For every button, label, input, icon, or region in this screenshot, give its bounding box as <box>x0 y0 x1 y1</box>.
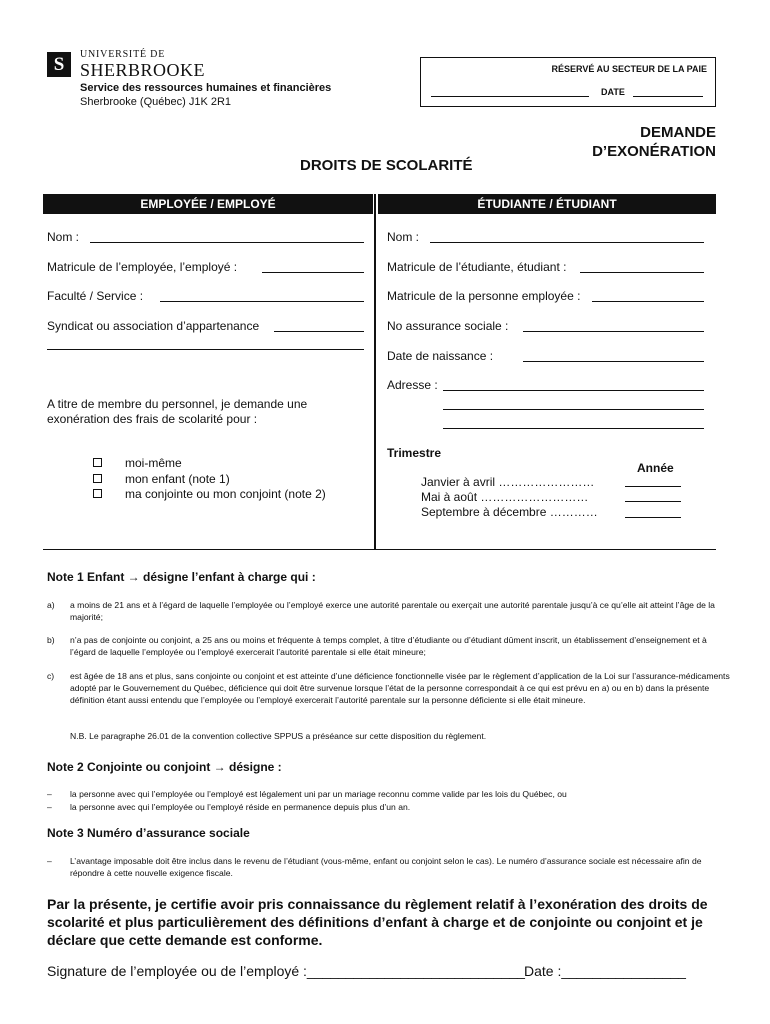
certification-statement: Par la présente, je certifie avoir pris connaissance du règlement relatif à l’exonération des droits de scolarité et plus particulièrement des définitions d’enfant à charge et de conjointe ou conjoint et je déclare que cette demande est conforme. <box>47 896 708 948</box>
employee-number-field[interactable] <box>592 301 704 302</box>
faculty-field[interactable] <box>160 301 364 302</box>
section-bottom-rule <box>43 549 716 550</box>
dash-bullet: – <box>47 789 52 799</box>
page-title: DROITS DE SCOLARITÉ <box>300 157 473 174</box>
note1-item-text: n’a pas de conjointe ou conjoint, a 25 ans ou moins et fréquente à temps complet, à titre d’étudiante ou d’étudiant dûment inscrit, un établissement d’enseignement et à l’égard de laquelle l’employée ou l’employé exercerait l’autorité parentale si elle était mineure; <box>70 635 707 657</box>
request-line2: exonération des frais de scolarité pour : <box>47 412 258 426</box>
payroll-reserved-title: RÉSERVÉ AU SECTEUR DE LA PAIE <box>551 64 707 74</box>
note3-item: L’avantage imposable doit être inclus dans le revenu de l’étudiant (vous-même, enfant ou conjoint selon le cas). Le numéro d’assurance sociale est nécessaire afin de répondre à cette nouvelle exigence fiscale. <box>70 856 702 878</box>
column-divider <box>374 194 376 550</box>
union-field-line2[interactable] <box>47 349 364 350</box>
note1-item-label: a) <box>47 600 55 610</box>
note1-item-text: a moins de 21 ans et à l’égard de laquelle l’employée ou l’employé exerce une autorité parentale ou exerçait une autorité parentale jusqu’à ce qu’elle ait atteint l’âge de la majorité; <box>70 600 715 622</box>
dash-bullet: – <box>47 802 52 812</box>
signature-label[interactable]: Signature de l’employée ou de l’employé :____________________________ <box>47 963 525 979</box>
option-self-label: moi-même <box>125 456 182 470</box>
form-type-title <box>592 123 716 161</box>
sin-label: No assurance sociale : <box>387 319 509 333</box>
birth-date-field[interactable] <box>523 361 704 362</box>
union-field[interactable] <box>274 331 364 332</box>
year-label: Année <box>637 461 674 475</box>
payroll-reserved-box <box>420 57 716 107</box>
university-logo-icon: S <box>47 52 71 77</box>
employee-number-label: Matricule de la personne employée : <box>387 289 581 303</box>
student-section-header: ÉTUDIANTE / ÉTUDIANT <box>378 194 716 214</box>
payroll-date-line[interactable] <box>633 96 703 97</box>
semester-summer: Mai à août ……………………… <box>421 490 589 504</box>
student-name-field[interactable] <box>430 242 704 243</box>
note1-item-label: c) <box>47 671 55 681</box>
semester-winter: Janvier à avril …………………… <box>421 475 595 489</box>
request-line1: A titre de membre du personnel, je demande une <box>47 397 308 411</box>
address-field-line2[interactable] <box>443 409 704 410</box>
semester-fall: Septembre à décembre ………… <box>421 505 598 519</box>
service-name: Service des ressources humaines et financières <box>80 82 332 94</box>
logo-small-text: UNIVERSITÉ DE <box>80 49 166 60</box>
student-name-label: Nom : <box>387 230 420 244</box>
note1-item-text: est âgée de 18 ans et plus, sans conjointe ou conjoint et est atteinte d’une déficience fonctionnelle visée par le règlement d’application de la Loi sur l’assurance-médicaments adopté par le Gouvernement du Québec, déficience qui doit être survenue lorsque l’état de la personne correspondait à ce qui est prévu en a) ou en b) dans la présente définition étant aussi entendu que l’employée ou l’employé exercerait l’autorité parentale sur la personne déficiente si elle était mineure. <box>70 671 730 705</box>
student-id-field[interactable] <box>580 272 704 273</box>
employee-name-field[interactable] <box>90 242 364 243</box>
note1-item-label: b) <box>47 635 55 645</box>
sin-field[interactable] <box>523 331 704 332</box>
option-spouse-label: ma conjointe ou mon conjoint (note 2) <box>125 487 326 501</box>
employee-name-label: Nom : <box>47 230 80 244</box>
signature-date-label[interactable]: Date :________________ <box>524 963 686 979</box>
option-spouse-checkbox[interactable] <box>93 489 102 498</box>
service-address: Sherbrooke (Québec) J1K 2R1 <box>80 96 232 108</box>
payroll-signature-line[interactable] <box>431 96 589 97</box>
note1-title: Note 1 Enfant → désigne l’enfant à charge qui : <box>47 570 316 584</box>
employee-section-header: EMPLOYÉE / EMPLOYÉ <box>43 194 373 214</box>
logo-big-text: SHERBROOKE <box>80 60 206 80</box>
year-fall-field[interactable] <box>625 517 681 518</box>
option-child-label: mon enfant (note 1) <box>125 472 230 486</box>
nota-bene: N.B. Le paragraphe 26.01 de la convention collective SPPUS a préséance sur cette disposition du règlement. <box>70 731 487 741</box>
faculty-label: Faculté / Service : <box>47 289 144 303</box>
payroll-date-label: DATE <box>601 87 625 97</box>
note2-title: Note 2 Conjointe ou conjoint → désigne : <box>47 760 282 774</box>
student-id-label: Matricule de l’étudiante, étudiant : <box>387 260 567 274</box>
year-summer-field[interactable] <box>625 501 681 502</box>
address-label: Adresse : <box>387 378 438 392</box>
demande-line1: DEMANDE <box>640 124 716 141</box>
address-field-line3[interactable] <box>443 428 704 429</box>
year-winter-field[interactable] <box>625 486 681 487</box>
birth-date-label: Date de naissance : <box>387 349 494 363</box>
option-child-checkbox[interactable] <box>93 474 102 483</box>
employee-id-field[interactable] <box>262 272 364 273</box>
exemption-request-text <box>47 397 307 427</box>
demande-line2: D’EXONÉRATION <box>592 143 716 160</box>
semester-label: Trimestre <box>387 446 442 460</box>
address-field-line1[interactable] <box>443 390 704 391</box>
option-self-checkbox[interactable] <box>93 458 102 467</box>
note2-item: la personne avec qui l’employée ou l’employé est légalement uni par un mariage reconnu comme valide par les lois du Québec, ou <box>70 789 567 799</box>
note3-title: Note 3 Numéro d’assurance sociale <box>47 826 250 840</box>
union-label: Syndicat ou association d’appartenance <box>47 319 260 333</box>
dash-bullet: – <box>47 856 52 866</box>
employee-id-label: Matricule de l’employée, l’employé : <box>47 260 238 274</box>
note2-item: la personne avec qui l’employée ou l’employé réside en permanence depuis plus d’un an. <box>70 802 411 812</box>
